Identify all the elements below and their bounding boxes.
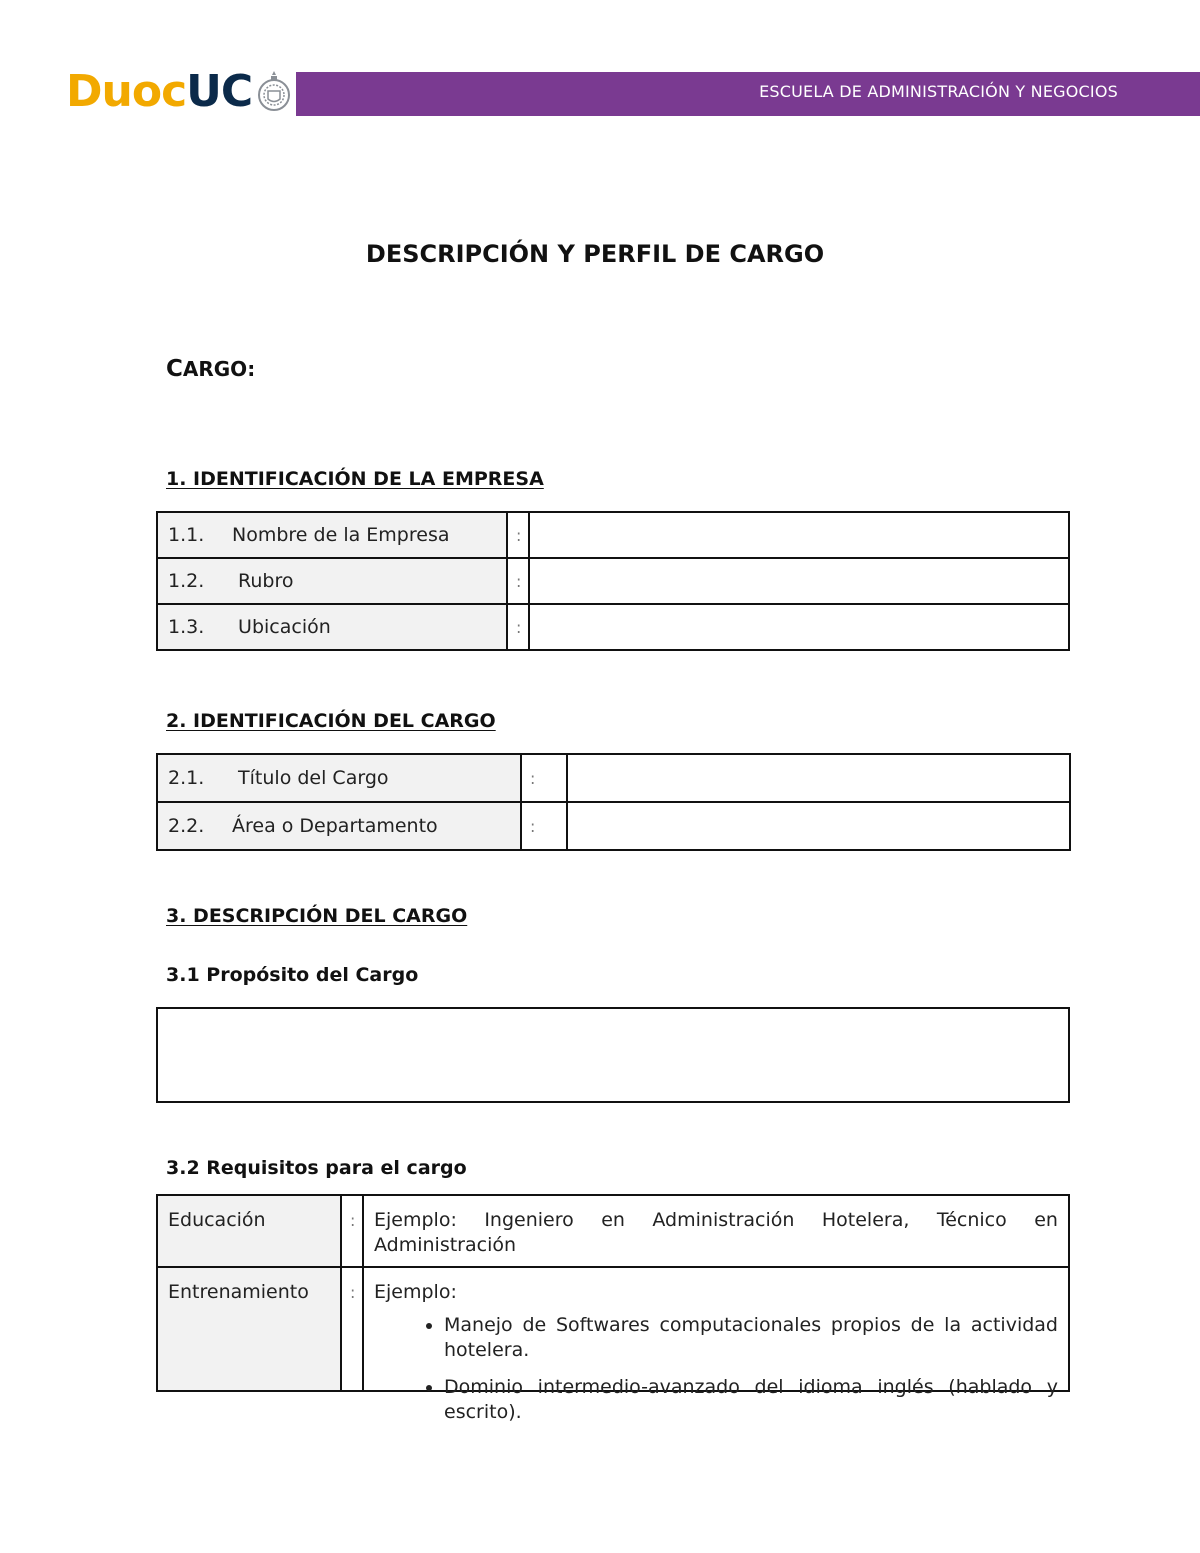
colon-separator: : xyxy=(507,512,529,558)
table-row xyxy=(157,754,1070,802)
section-1-title: 1. IDENTIFICACIÓN DE LA EMPRESA xyxy=(166,468,544,490)
table-row xyxy=(157,604,1069,650)
colon-separator: : xyxy=(521,754,567,802)
department-label xyxy=(157,802,521,850)
word: Ejemplo: xyxy=(374,1209,457,1231)
education-line-2: Administración xyxy=(374,1234,517,1256)
row-label: Área o Departamento xyxy=(232,815,438,837)
position-identification-table xyxy=(156,753,1071,851)
section-3-title: 3. DESCRIPCIÓN DEL CARGO xyxy=(166,905,468,927)
row-number: 2.1. xyxy=(168,767,205,789)
table-row xyxy=(157,512,1069,558)
education-label: Educación xyxy=(157,1195,341,1267)
document-title: DESCRIPCIÓN Y PERFIL DE CARGO xyxy=(365,240,825,268)
cargo-label xyxy=(166,356,255,382)
section-2-title: 2. IDENTIFICACIÓN DEL CARGO xyxy=(166,710,496,732)
duoc-uc-logo xyxy=(66,66,292,118)
row-label: Nombre de la Empresa xyxy=(232,524,450,546)
training-intro: Ejemplo: xyxy=(374,1281,457,1303)
list-item: • Manejo de Softwares computacionales propios de la actividad hotelera. xyxy=(444,1313,1058,1363)
school-banner xyxy=(296,72,1200,116)
cargo-label-initial: C xyxy=(166,356,183,382)
requirements-subtitle: 3.2 Requisitos para el cargo xyxy=(166,1157,467,1179)
colon-separator: : xyxy=(521,802,567,850)
company-name-field[interactable] xyxy=(529,512,1069,558)
training-value[interactable] xyxy=(363,1267,1069,1423)
education-value[interactable] xyxy=(363,1195,1069,1267)
table-row xyxy=(157,1195,1069,1267)
colon-separator: : xyxy=(507,558,529,604)
purpose-subtitle: 3.1 Propósito del Cargo xyxy=(166,964,419,986)
colon-separator: : xyxy=(507,604,529,650)
training-content xyxy=(374,1280,1058,1423)
job-title-label xyxy=(157,754,521,802)
job-title-field[interactable] xyxy=(567,754,1070,802)
department-field[interactable] xyxy=(567,802,1070,850)
row-label: Rubro xyxy=(232,570,294,592)
word: Hotelera, xyxy=(821,1209,910,1231)
requirements-table xyxy=(156,1194,1070,1423)
industry-label xyxy=(157,558,507,604)
row-number: 1.2. xyxy=(168,570,205,592)
training-label: Entrenamiento xyxy=(157,1267,341,1391)
logo-uc-text: UC xyxy=(186,66,253,117)
university-seal-icon xyxy=(256,69,292,115)
row-label: Ubicación xyxy=(232,616,331,638)
word: en xyxy=(601,1209,625,1231)
company-name-label xyxy=(157,512,507,558)
location-label xyxy=(157,604,507,650)
list-item: • Dominio intermedio-avanzado del idioma inglés (hablado y escrito). xyxy=(444,1375,1058,1425)
row-number: 1.1. xyxy=(168,524,205,546)
cargo-label-rest: ARGO: xyxy=(182,357,256,381)
logo-duoc-text: Duoc xyxy=(66,66,187,117)
word: Ingeniero xyxy=(484,1209,574,1231)
colon-separator: : xyxy=(341,1195,363,1267)
industry-field[interactable] xyxy=(529,558,1069,604)
table-row xyxy=(157,1267,1069,1391)
table-row xyxy=(157,802,1070,850)
training-list xyxy=(374,1313,1058,1425)
word: Técnico xyxy=(936,1209,1007,1231)
location-field[interactable] xyxy=(529,604,1069,650)
row-number: 1.3. xyxy=(168,616,205,638)
school-banner-text: ESCUELA DE ADMINISTRACIÓN Y NEGOCIOS xyxy=(759,82,1118,101)
word: Administración xyxy=(652,1209,795,1231)
purpose-text-box[interactable] xyxy=(156,1007,1070,1103)
row-label: Título del Cargo xyxy=(232,767,389,789)
education-line-1 xyxy=(374,1208,1058,1233)
table-row xyxy=(157,558,1069,604)
colon-separator: : xyxy=(341,1267,363,1391)
word: en xyxy=(1034,1209,1058,1231)
row-number: 2.2. xyxy=(168,815,205,837)
company-identification-table xyxy=(156,511,1070,651)
